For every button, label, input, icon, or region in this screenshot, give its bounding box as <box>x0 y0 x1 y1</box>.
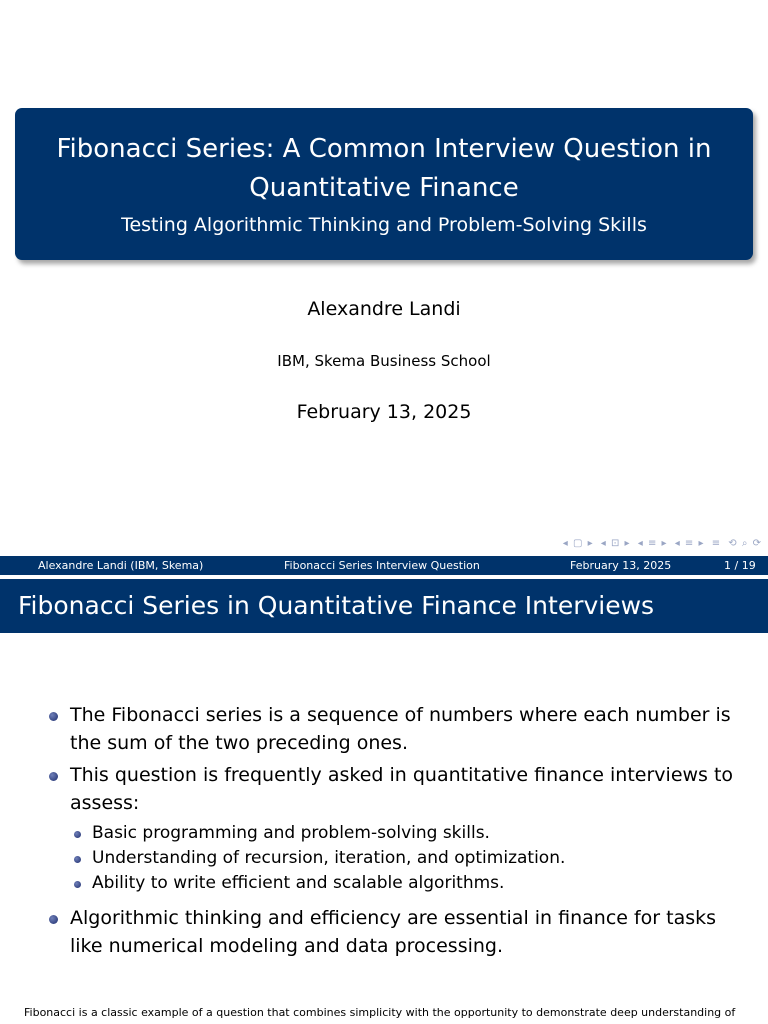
frame-title-bar <box>0 579 768 633</box>
sub-list-item <box>70 821 746 846</box>
institute: IBM, Skema Business School <box>277 352 491 370</box>
bullet-list <box>46 701 746 964</box>
sub-bullet-icon <box>74 881 81 888</box>
sub-list-item <box>70 846 746 871</box>
presentation-title: Fibonacci Series: A Common Interview Question in Quantitative Finance <box>56 134 712 203</box>
sub-bullet-text: Understanding of recursion, iteration, and optimization. <box>92 848 566 868</box>
bullet-icon <box>49 772 58 781</box>
footer-date: February 13, 2025 <box>570 559 672 572</box>
nav-subsection-icon[interactable]: ◂ ⊡ ▸ <box>600 538 631 549</box>
bullet-icon <box>49 712 58 721</box>
bullet-text: Algorithmic thinking and efficiency are essential in finance for tasks like numerical modeling and data processing. <box>70 907 717 957</box>
presentation-subtitle: Testing Algorithmic Thinking and Problem-Solving Skills <box>121 214 647 236</box>
sub-bullet-icon <box>74 831 81 838</box>
nav-frame-icon[interactable]: ◂ ▢ ▸ <box>562 538 594 549</box>
sub-bullet-text: Ability to write efficient and scalable algorithms. <box>92 873 505 893</box>
footer-page-number: 1 / 19 <box>724 559 756 572</box>
footer-title: Fibonacci Series Interview Question <box>284 559 480 572</box>
author-name: Alexandre Landi <box>307 298 461 320</box>
sub-list-item <box>70 871 746 896</box>
navigation-symbols <box>560 538 762 549</box>
nav-search-icon[interactable]: ⟲ ⌕ ⟳ <box>728 538 762 549</box>
title-block <box>15 108 753 260</box>
sub-bullet-list <box>46 821 746 896</box>
nav-toc-icon[interactable]: ≡ <box>711 538 722 549</box>
nav-section-icon[interactable]: ◂ ≡ ▸ <box>637 538 668 549</box>
sub-bullet-text: Basic programming and problem-solving skills. <box>92 823 490 843</box>
bullet-text: This question is frequently asked in quantitative finance interviews to assess: <box>70 764 734 814</box>
content-slide <box>0 556 768 1024</box>
footer-author: Alexandre Landi (IBM, Skema) <box>38 559 204 572</box>
nav-subsection-list-icon[interactable]: ◂ ≡ ▸ <box>674 538 705 549</box>
list-item <box>46 701 746 757</box>
presentation-date: February 13, 2025 <box>296 401 472 423</box>
speaker-note: Fibonacci is a classic example of a question that combines simplicity with the opportunity to demonstrate deep understanding of <box>24 1006 736 1019</box>
frame-title: Fibonacci Series in Quantitative Finance Interviews <box>18 591 655 620</box>
bullet-text: The Fibonacci series is a sequence of numbers where each number is the sum of the two preceding ones. <box>70 704 731 754</box>
list-item <box>46 904 746 960</box>
slide-footer <box>0 556 768 575</box>
sub-bullet-icon <box>74 856 81 863</box>
list-item <box>46 761 746 817</box>
bullet-icon <box>49 915 58 924</box>
